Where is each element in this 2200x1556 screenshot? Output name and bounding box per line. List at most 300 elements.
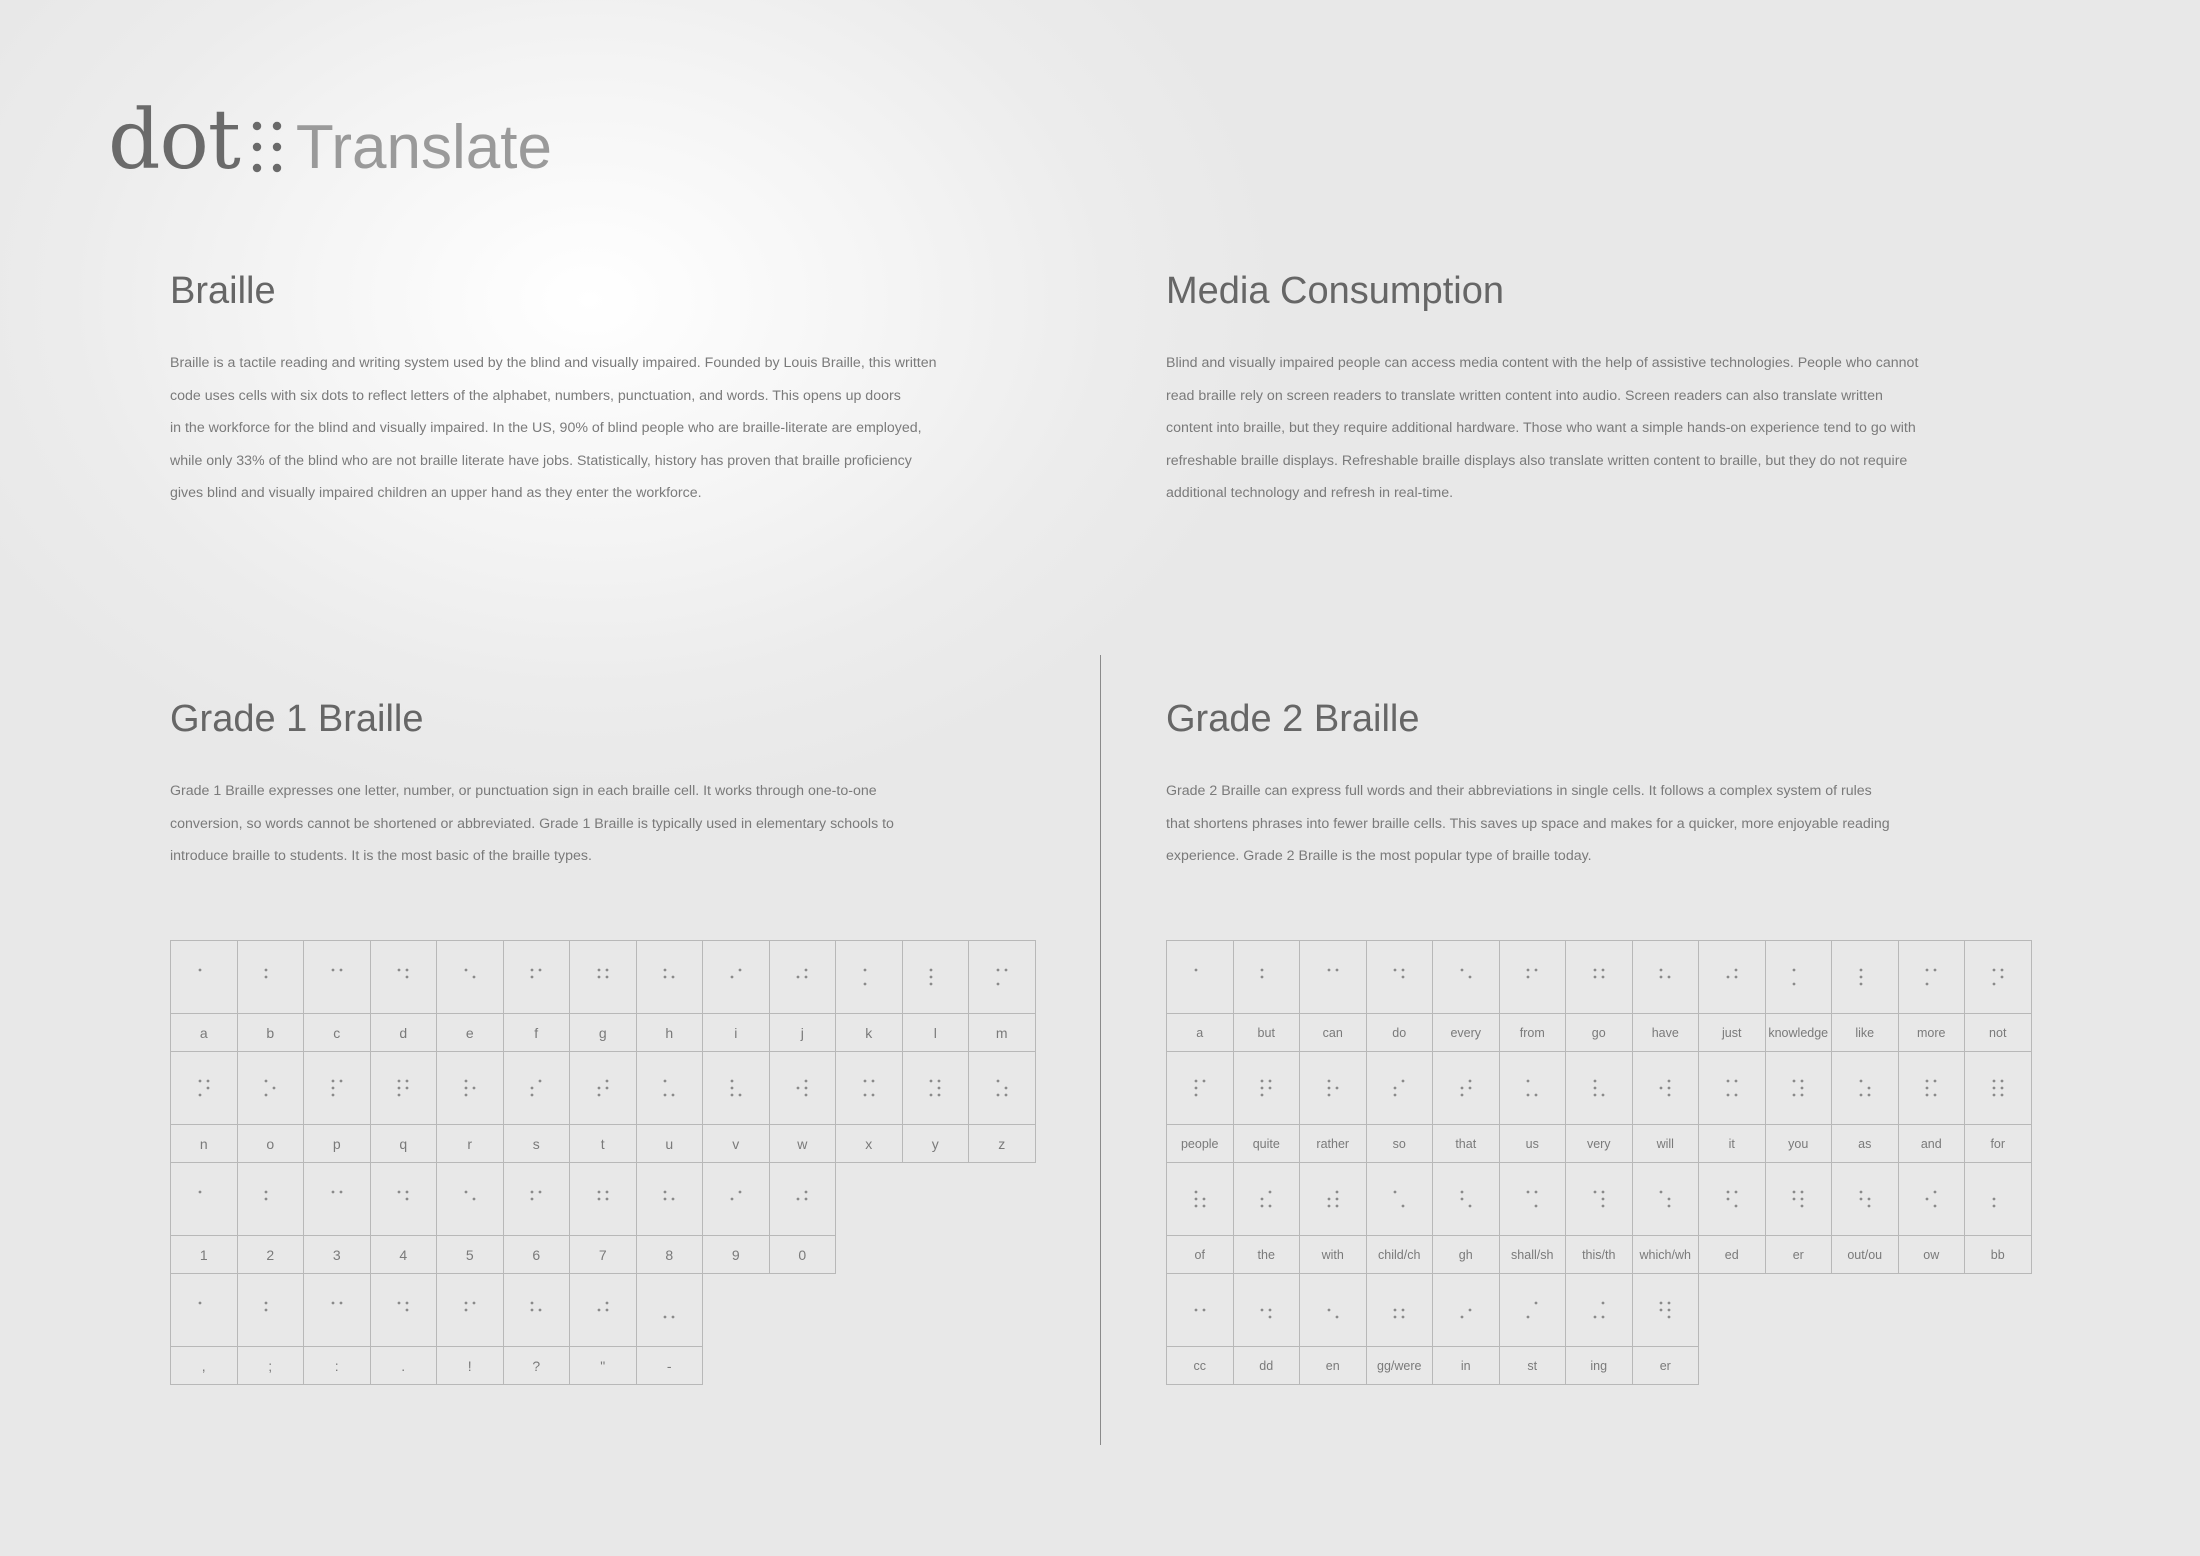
braille-dot [406, 1309, 409, 1312]
braille-label-cell [1367, 1347, 1434, 1385]
braille-dot [1535, 1094, 1538, 1097]
braille-label: dd [1259, 1358, 1274, 1373]
braille-symbol-row [1167, 941, 2032, 1014]
braille-dots-icon [1990, 967, 2006, 987]
braille-dot [1468, 976, 1471, 979]
braille-symbol-cell [1500, 941, 1567, 1014]
braille-label-cell [637, 1125, 704, 1163]
braille-dot [672, 1198, 675, 1201]
braille-heading: Braille [170, 270, 276, 312]
braille-line: Braille is a tactile reading and writing system used by the blind and visually impaired. Founded by Louis Braille, this written [170, 355, 937, 371]
braille-label-cell [437, 1014, 504, 1052]
braille-symbol-cell [437, 1163, 504, 1236]
braille-dot [539, 1080, 542, 1083]
braille-dots-icon [329, 967, 345, 987]
braille-symbol-cell [1234, 1052, 1301, 1125]
braille-dot [1202, 1080, 1205, 1083]
media-consumption-section [1166, 270, 2006, 510]
braille-dot [1859, 1198, 1862, 1201]
braille-label: have [1651, 1025, 1679, 1040]
braille-label-cell [1300, 1236, 1367, 1274]
braille-dot [464, 1094, 467, 1097]
braille-label-cell [1433, 1014, 1500, 1052]
braille-dot [805, 1080, 808, 1083]
braille-label-cell [1832, 1236, 1899, 1274]
braille-label-cell [1367, 1125, 1434, 1163]
braille-dot [2000, 969, 2003, 972]
braille-dot [398, 1191, 401, 1194]
braille-label: ! [467, 1357, 472, 1374]
braille-label: p [332, 1135, 341, 1152]
braille-dots-icon [661, 1189, 677, 1209]
braille-dot [464, 1087, 467, 1090]
braille-label-cell [1699, 1014, 1766, 1052]
braille-dots-icon [1458, 967, 1474, 987]
braille-label-cell [1766, 1236, 1833, 1274]
braille-dot [1269, 1309, 1272, 1312]
braille-dots-icon [1923, 967, 1939, 987]
braille-dot [1992, 1205, 1995, 1208]
braille-label: us [1525, 1136, 1539, 1151]
braille-dot [1660, 969, 1663, 972]
braille-label-cell [1566, 1347, 1633, 1385]
braille-dot [1992, 983, 1995, 986]
braille-dot [1527, 1080, 1530, 1083]
braille-dots-icon [528, 967, 544, 987]
braille-label: it [1728, 1136, 1735, 1151]
braille-label-row [171, 1236, 1036, 1274]
braille-label-cell [171, 1236, 238, 1274]
braille-label: from [1519, 1025, 1545, 1040]
braille-dot [331, 1087, 334, 1090]
braille-dot [1327, 1094, 1330, 1097]
braille-symbol-cell [304, 941, 371, 1014]
braille-label: o [266, 1135, 275, 1152]
braille-dot [1668, 1302, 1671, 1305]
braille-dot [738, 1094, 741, 1097]
braille-label-cell [1234, 1347, 1301, 1385]
braille-dots-icon [1724, 1189, 1740, 1209]
braille-dot [531, 976, 534, 979]
braille-dot [206, 1080, 209, 1083]
braille-dot [531, 1191, 534, 1194]
braille-label-cell [1300, 1125, 1367, 1163]
media-consumption-body [1166, 347, 2006, 510]
braille-symbol-cell [304, 1052, 371, 1125]
braille-label: e [465, 1024, 474, 1041]
braille-symbol-cell [1566, 1274, 1633, 1347]
braille-dot [1527, 1316, 1530, 1319]
braille-label-cell [1633, 1014, 1700, 1052]
braille-dots-icon [728, 1078, 744, 1098]
braille-dots-icon [1857, 967, 1873, 987]
braille-dot [1934, 969, 1937, 972]
braille-dot [472, 1087, 475, 1090]
braille-section [170, 270, 1010, 510]
braille-dot [265, 1309, 268, 1312]
braille-dot [1194, 1094, 1197, 1097]
braille-dot [406, 1302, 409, 1305]
braille-dot [863, 1080, 866, 1083]
braille-dot [730, 1198, 733, 1201]
braille-dot [1668, 1198, 1671, 1201]
braille-dot [1335, 1198, 1338, 1201]
braille-symbol-cell [1965, 1163, 2032, 1236]
braille-dot [996, 1080, 999, 1083]
braille-dots-icon [1325, 967, 1341, 987]
braille-dot [464, 1302, 467, 1305]
braille-symbol-cell [770, 1052, 837, 1125]
braille-symbol-cell [1300, 1052, 1367, 1125]
braille-dot [930, 976, 933, 979]
braille-dot [1460, 969, 1463, 972]
braille-dot [1934, 1080, 1937, 1083]
braille-dot [1335, 1191, 1338, 1194]
braille-label: ing [1590, 1358, 1608, 1373]
braille-symbol-cell [1500, 1052, 1567, 1125]
braille-label-cell [304, 1014, 371, 1052]
braille-label: as [1858, 1136, 1872, 1151]
braille-symbol-cell [1367, 941, 1434, 1014]
braille-label: 3 [332, 1246, 341, 1263]
braille-label: bb [1990, 1247, 2005, 1262]
braille-symbol-cell [903, 1052, 970, 1125]
braille-symbol-cell [1832, 1163, 1899, 1236]
braille-label: w [797, 1135, 808, 1152]
braille-label-cell [1832, 1014, 1899, 1052]
braille-label-cell [171, 1347, 238, 1385]
braille-dot [339, 969, 342, 972]
braille-dots-icon [595, 1189, 611, 1209]
braille-dot [1926, 1094, 1929, 1097]
braille-label-cell [836, 1014, 903, 1052]
braille-dot [1261, 969, 1264, 972]
braille-label-cell [1500, 1125, 1567, 1163]
braille-dots-icon [1458, 1300, 1474, 1320]
braille-symbol-cell [1367, 1274, 1434, 1347]
braille-label-cell [1566, 1236, 1633, 1274]
braille-symbol-cell [1234, 941, 1301, 1014]
braille-symbol-cell [1633, 1163, 1700, 1236]
braille-dots-icon [462, 1189, 478, 1209]
braille-dot [1660, 1302, 1663, 1305]
braille-dot [996, 969, 999, 972]
braille-label: very [1586, 1136, 1611, 1151]
braille-dots-icon [1391, 967, 1407, 987]
braille-dot [1934, 1094, 1937, 1097]
braille-dot [1601, 1191, 1604, 1194]
braille-label: f [534, 1024, 539, 1041]
braille-line: code uses cells with six dots to reflect letters of the alphabet, numbers, punctuation, and words. This opens up doors [170, 387, 901, 404]
braille-dot [265, 1094, 268, 1097]
braille-dot [198, 969, 201, 972]
braille-label-cell [570, 1125, 637, 1163]
braille-dots-icon [462, 1300, 478, 1320]
braille-label: x [865, 1135, 873, 1152]
braille-dot [1261, 1205, 1264, 1208]
braille-dots-icon [794, 1078, 810, 1098]
braille-symbol-cell [371, 1163, 438, 1236]
braille-dot [1335, 1316, 1338, 1319]
braille-dot [531, 1302, 534, 1305]
braille-label-cell [437, 1125, 504, 1163]
braille-dots-icon [728, 1189, 744, 1209]
braille-symbol-cell [504, 1052, 571, 1125]
braille-dots-icon [1790, 1189, 1806, 1209]
braille-dot [1535, 1205, 1538, 1208]
braille-dots-icon [462, 1078, 478, 1098]
braille-dots-icon [1458, 1189, 1474, 1209]
braille-dot [805, 1094, 808, 1097]
braille-dot [1934, 1191, 1937, 1194]
braille-dot [406, 969, 409, 972]
braille-dot [1269, 1205, 1272, 1208]
braille-dots-icon [1524, 1300, 1540, 1320]
braille-dot [1601, 1302, 1604, 1305]
braille-dots-icon [262, 967, 278, 987]
braille-symbol-cell [570, 1274, 637, 1347]
braille-dot [996, 983, 999, 986]
braille-label: this/th [1582, 1247, 1616, 1262]
braille-dots-icon [1391, 1189, 1407, 1209]
braille-symbol-cell [1699, 941, 1766, 1014]
grade-2-heading: Grade 2 Braille [1166, 698, 1420, 740]
braille-dots-icon [1192, 1189, 1208, 1209]
braille-dot [1261, 1198, 1264, 1201]
braille-dots-icon [595, 967, 611, 987]
braille-dot [1527, 1191, 1530, 1194]
braille-label: s [532, 1135, 540, 1152]
braille-dot [863, 969, 866, 972]
braille-dot [1535, 1191, 1538, 1194]
braille-label: gh [1458, 1247, 1473, 1262]
braille-dots-icon [528, 1078, 544, 1098]
braille-dot [1527, 1094, 1530, 1097]
braille-dots-icon [196, 967, 212, 987]
braille-dot [1660, 1087, 1663, 1090]
braille-dot [1194, 1309, 1197, 1312]
braille-label-cell [703, 1236, 770, 1274]
grade-2-line: experience. Grade 2 Braille is the most popular type of braille today. [1166, 848, 1592, 865]
braille-label-cell [703, 1014, 770, 1052]
braille-dot [996, 1094, 999, 1097]
braille-dot [1801, 1191, 1804, 1194]
braille-symbol-cell [1899, 1163, 1966, 1236]
braille-dot [1859, 1094, 1862, 1097]
braille-dot [805, 1191, 808, 1194]
braille-dot [605, 1309, 608, 1312]
braille-symbol-cell [903, 941, 970, 1014]
braille-dot [1660, 976, 1663, 979]
braille-dot [664, 1316, 667, 1319]
braille-symbol-cell [1633, 1274, 1700, 1347]
braille-dots-icon [196, 1189, 212, 1209]
braille-dot [1734, 1205, 1737, 1208]
braille-label: more [1917, 1025, 1946, 1040]
braille-symbol-cell [1832, 941, 1899, 1014]
braille-symbol-cell [836, 1052, 903, 1125]
braille-dot [472, 976, 475, 979]
braille-dot [531, 1198, 534, 1201]
braille-dot [730, 1087, 733, 1090]
braille-label-cell [570, 1347, 637, 1385]
grade-1-heading: Grade 1 Braille [170, 698, 424, 740]
braille-dot [265, 969, 268, 972]
braille-dot [1194, 969, 1197, 972]
braille-dot [664, 1191, 667, 1194]
braille-dot [1601, 1316, 1604, 1319]
braille-dot [1668, 1094, 1671, 1097]
braille-dot [1992, 1198, 1995, 1201]
braille-label: but [1257, 1025, 1275, 1040]
braille-dot [1734, 1094, 1737, 1097]
braille-dots-icon [528, 1189, 544, 1209]
braille-dot [406, 1087, 409, 1090]
braille-dot [1593, 1191, 1596, 1194]
braille-dot [1468, 1309, 1471, 1312]
braille-dot [930, 1094, 933, 1097]
braille-dots-icon [1657, 1300, 1673, 1320]
braille-dot [1726, 1080, 1729, 1083]
braille-dot [938, 1094, 941, 1097]
braille-label-cell [238, 1014, 305, 1052]
braille-dot [406, 976, 409, 979]
braille-label-cell [903, 1014, 970, 1052]
braille-dot [730, 1094, 733, 1097]
braille-dot [2000, 1094, 2003, 1097]
braille-dots-icon [262, 1189, 278, 1209]
braille-symbol-cell [570, 1163, 637, 1236]
braille-symbol-row [171, 1052, 1036, 1125]
braille-symbol-cell [1965, 941, 2032, 1014]
braille-dot [472, 1198, 475, 1201]
braille-dots-icon [1258, 1300, 1274, 1320]
braille-dot [1327, 1087, 1330, 1090]
braille-label: that [1455, 1136, 1477, 1151]
braille-label-cell [1500, 1347, 1567, 1385]
braille-label-cell [1832, 1125, 1899, 1163]
braille-dot [1793, 1198, 1796, 1201]
braille-symbol-cell [1899, 941, 1966, 1014]
braille-dot [1261, 1094, 1264, 1097]
braille-dots-icon [595, 1300, 611, 1320]
braille-label: cc [1193, 1358, 1206, 1373]
braille-dots-icon [1591, 967, 1607, 987]
braille-dots-icon [728, 967, 744, 987]
braille-symbol-cell [1500, 1274, 1567, 1347]
braille-dots-icon [994, 1078, 1010, 1098]
braille-dot [1468, 1080, 1471, 1083]
braille-symbol-cell [969, 1052, 1036, 1125]
grade-2-line: that shortens phrases into fewer braille cells. This saves up space and makes for a quicker, more enjoyable reading [1166, 815, 1890, 832]
braille-label-cell [238, 1236, 305, 1274]
braille-symbol-cell [437, 941, 504, 1014]
braille-symbol-cell [1566, 1052, 1633, 1125]
braille-dot [339, 1080, 342, 1083]
braille-dot [930, 1080, 933, 1083]
braille-label-row [1167, 1236, 2032, 1274]
braille-symbol-cell [1500, 1163, 1567, 1236]
braille-dot [1734, 976, 1737, 979]
braille-label: shall/sh [1511, 1247, 1554, 1262]
braille-symbol-cell [1234, 1274, 1301, 1347]
braille-label-cell [437, 1236, 504, 1274]
braille-label: , [201, 1357, 206, 1374]
braille-dot [1726, 1191, 1729, 1194]
braille-dot [2000, 1080, 2003, 1083]
braille-dot [1992, 1094, 1995, 1097]
braille-label: the [1257, 1247, 1275, 1262]
braille-label: with [1321, 1247, 1344, 1262]
braille-dots-icon [1391, 1078, 1407, 1098]
braille-label: er [1792, 1247, 1804, 1262]
braille-dots-icon [329, 1300, 345, 1320]
braille-dots-icon [262, 1078, 278, 1098]
braille-dot [871, 1094, 874, 1097]
braille-label: every [1450, 1025, 1482, 1040]
logo-word-dot: dot [108, 93, 240, 188]
braille-label: : [334, 1357, 339, 1374]
braille-label-cell [504, 1014, 571, 1052]
braille-label: not [1989, 1025, 2007, 1040]
braille-dot [1867, 1087, 1870, 1090]
braille-label: k [865, 1024, 873, 1041]
braille-dot [1660, 1309, 1663, 1312]
braille-dot [1460, 1094, 1463, 1097]
braille-symbol-cell [238, 1274, 305, 1347]
braille-label-cell [969, 1125, 1036, 1163]
braille-dots-icon [1258, 1078, 1274, 1098]
grade-1-body [170, 775, 1010, 873]
braille-symbol-row [171, 941, 1036, 1014]
braille-dot [2000, 976, 2003, 979]
braille-label: 7 [598, 1246, 607, 1263]
braille-label-cell [1566, 1014, 1633, 1052]
braille-symbol-cell [1300, 941, 1367, 1014]
braille-dot [198, 1302, 201, 1305]
grade-1-line: introduce braille to students. It is the most basic of the braille types. [170, 848, 592, 865]
braille-dot [265, 976, 268, 979]
braille-label: . [401, 1357, 406, 1374]
braille-symbol-cell [1766, 941, 1833, 1014]
braille-symbol-cell [437, 1274, 504, 1347]
braille-dot [531, 969, 534, 972]
braille-label-cell [1965, 1014, 2032, 1052]
grade-2-body [1166, 775, 2006, 873]
braille-dot [339, 1302, 342, 1305]
braille-symbol-cell [637, 1274, 704, 1347]
braille-label-cell [371, 1347, 438, 1385]
braille-symbol-cell [504, 1274, 571, 1347]
braille-symbol-cell [1699, 1163, 1766, 1236]
braille-dots-icon [1458, 1078, 1474, 1098]
braille-dots-icon [1857, 1078, 1873, 1098]
braille-symbol-cell [1367, 1163, 1434, 1236]
braille-label: c [333, 1024, 341, 1041]
braille-dot [1527, 969, 1530, 972]
braille-label-cell [637, 1236, 704, 1274]
media-line: content into braille, but they require additional hardware. Those who want a simple hands-on experience tend to go with [1166, 420, 1916, 437]
braille-symbol-cell [1167, 1163, 1234, 1236]
braille-dot [1402, 1309, 1405, 1312]
braille-label-cell [1367, 1014, 1434, 1052]
braille-dot [863, 1094, 866, 1097]
braille-symbol-cell [304, 1163, 371, 1236]
braille-dots-icon [1923, 1189, 1939, 1209]
braille-label-cell [770, 1125, 837, 1163]
braille-dots-icon [1591, 1189, 1607, 1209]
braille-dots-icon [196, 1300, 212, 1320]
